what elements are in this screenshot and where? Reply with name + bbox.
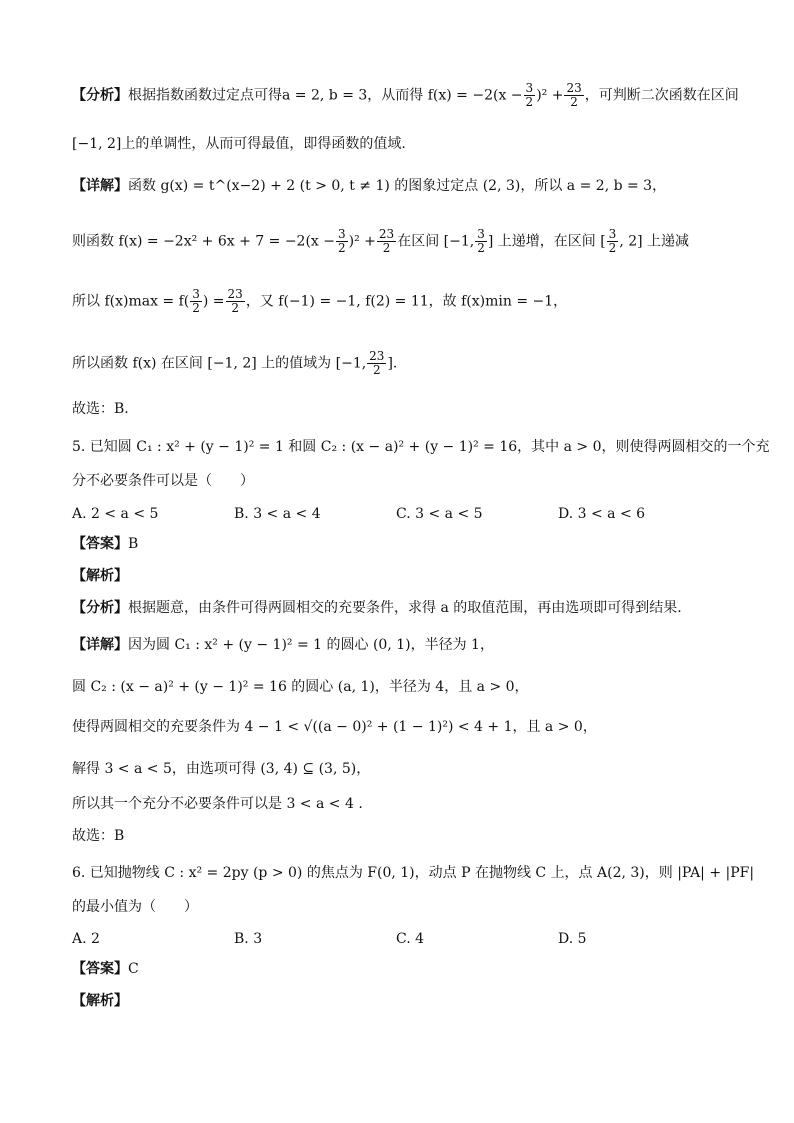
option-d: D. 3 < a < 6: [558, 506, 646, 522]
fraction: $\frac{23}{2}$: [369, 349, 385, 377]
q4-detail-line3: 所以 f(x)max = f( $\frac{3}{2}$ ) = $\frac{23}{2}$ ，又 f(−1) = −1, f(2) = 11，故 f(x)min = −1，: [72, 287, 568, 315]
fraction: $\frac{3}{2}$: [525, 81, 534, 109]
q6-explain-label: 【解析】: [72, 993, 128, 1009]
answer-label: 【答案】: [72, 536, 128, 552]
fraction: $\frac{23}{2}$: [566, 81, 582, 109]
q5-analysis: 【分析】根据题意，由条件可得两圆相交的充要条件，求得 a 的取值范围，再由选项即可得到结果.: [72, 600, 682, 616]
q5-stem-line1: 5. 已知圆 C₁ : x² + (y − 1)² = 1 和圆 C₂ : (x − a)² + (y − 1)² = 16，其中 a > 0，则使得两圆相交的一个充: [72, 439, 770, 455]
detail-label: 【详解】: [72, 178, 128, 194]
detail-label: 【详解】: [72, 637, 128, 653]
q5-conclusion: 故选：B: [72, 828, 125, 844]
option-b: B. 3: [234, 931, 263, 947]
option-c: C. 3 < a < 5: [396, 506, 483, 522]
q5-detail-line1: 【详解】因为圆 C₁ : x² + (y − 1)² = 1 的圆心 (0, 1)，半径为 1，: [72, 637, 494, 653]
q4-conclusion: 故选：B.: [72, 401, 129, 417]
q5-detail-line3: 使得两圆相交的充要条件为 4 − 1 < √((a − 0)² + (1 − 1)²) < 4 + 1，且 a > 0，: [72, 719, 597, 735]
q4-analysis-line1: 【分析】根据指数函数过定点可得a = 2, b = 3，从而得 f(x) = −2(x − $\frac{3}{2}$ )² + $\frac{23}{2}$ ，可判断二次函数在区间: [72, 81, 739, 109]
fraction: $\frac{3}{2}$: [338, 227, 346, 255]
q4-detail-line4: 所以函数 f(x) 在区间 [−1, 2] 上的值域为 [−1, $\frac{23}{2}$ ].: [72, 349, 398, 377]
fraction: $\frac{3}{2}$: [608, 227, 617, 255]
q5-detail-line2: 圆 C₂ : (x − a)² + (y − 1)² = 16 的圆心 (a, 1)，半径为 4，且 a > 0，: [72, 679, 529, 695]
fraction: $\frac{23}{2}$: [227, 287, 243, 315]
fraction: $\frac{3}{2}$: [192, 287, 200, 315]
q4-detail-line2: 则函数 f(x) = −2x² + 6x + 7 = −2(x − $\frac{3}{2}$ )² + $\frac{23}{2}$ 在区间 [−1, $\frac{3}{2}$ ] 上递增，在区间 [ $\frac{3}{2}$ , 2] 上递减: [72, 227, 690, 255]
option-d: D. 5: [558, 931, 587, 947]
option-c: C. 4: [396, 931, 425, 947]
q5-answer: 【答案】B: [72, 536, 139, 552]
q6-stem-line1: 6. 已知抛物线 C : x² = 2py (p > 0) 的焦点为 F(0, 1)，动点 P 在抛物线 C 上，点 A(2, 3)，则 |PA| + |PF|: [72, 865, 755, 881]
option-b: B. 3 < a < 4: [234, 506, 321, 522]
q5-explain-label: 【解析】: [72, 568, 128, 584]
q4-analysis-line2: [−1, 2]上的单调性，从而可得最值，即得函数的值域.: [72, 136, 406, 152]
q5-stem-line2: 分不必要条件可以是（ ）: [72, 473, 254, 489]
q4-analysis-text: 根据指数函数过定点可得a = 2, b = 3，从而得 f(x) = −2(x −: [128, 87, 523, 104]
fraction: $\frac{3}{2}$: [477, 227, 485, 255]
q5-detail-line5: 所以其一个充分不必要条件可以是 3 < a < 4 .: [72, 796, 363, 812]
analysis-label: 【分析】: [72, 600, 128, 616]
q5-detail-line4: 解得 3 < a < 5，由选项可得 (3, 4) ⊆ (3, 5)，: [72, 761, 371, 777]
option-a: A. 2 < a < 5: [72, 506, 159, 522]
q6-stem-line2: 的最小值为（ ）: [72, 899, 198, 915]
answer-label: 【答案】: [72, 961, 128, 977]
q6-answer: 【答案】C: [72, 961, 139, 977]
q6-options: [72, 928, 734, 950]
option-a: A. 2: [72, 931, 100, 947]
fraction: $\frac{23}{2}$: [378, 227, 395, 255]
q4-detail-line1: 【详解】函数 g(x) = t^(x−2) + 2 (t > 0, t ≠ 1) 的图象过定点 (2, 3)，所以 a = 2, b = 3，: [72, 178, 667, 194]
analysis-label: 【分析】: [72, 87, 128, 104]
q5-options: [72, 503, 734, 525]
